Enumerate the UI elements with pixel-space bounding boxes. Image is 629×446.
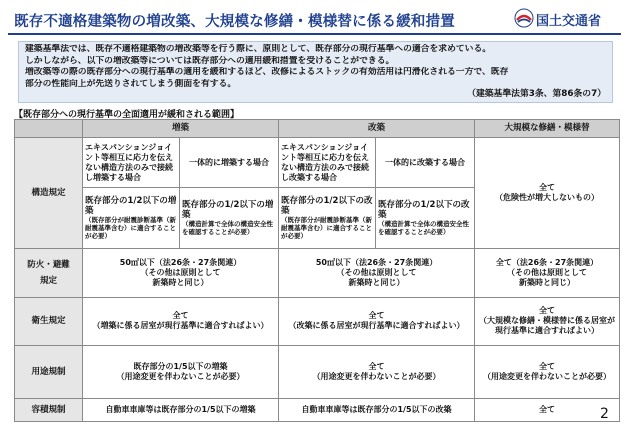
fire-label [15,249,83,297]
sanitary-label: 衛生規定 [15,297,83,345]
fire-large-repair: 全て（法26条・27条関連） （その他は原則として 新築時と同じ） [475,249,620,297]
logo-text: 国土交通省 [536,14,602,29]
structure-ext-calc-note: （構造計算で全体の構造安全性を確認することが必要） [182,220,273,237]
zoning-row [15,346,620,399]
zoning-large-repair: 全て （用途変更を伴わないことが必要） [475,346,620,399]
structure-ren-calc-main: 既存部分の1/2以下の改築 [378,200,470,221]
structure-ext-half-main: 既存部分の1/2以下の増築 [85,196,177,217]
structure-ren-calc-note: （構造計算で全体の構造安全性を確認することが必要） [378,220,470,237]
header-large-repair: 大規模な修繕・模様替 [475,120,620,138]
intro-line-4: 部分の性能向上が先送りされてしまう側面を有する。 [25,78,237,89]
structure-ren-integrated: 一体的に改築する場合 [376,137,475,188]
sanitary-extension: 全て （増築に係る居室が現行基準に適合すればよい） [83,297,279,345]
structure-large-note: （危険性が増大しないもの） [495,193,600,203]
fire-label-line-1: 防火・避難 [27,260,70,271]
structure-ren-half-note: （既存部分が耐震診断基準（新耐震基準含む）に適合することが必要） [281,216,373,241]
zoning-extension: 既存部分の1/5以下の増築 （用途変更を伴わないことが必要） [83,346,279,399]
intro-line-3: 増改築等の際の既存部分への現行基準の適用を緩和するほど、改修によるストックの有効活用は円滑化される一方で、既存 [25,67,509,78]
header-renovation: 改築 [279,120,475,138]
zoning-label: 用途規制 [15,346,83,399]
header-extension: 増築 [83,120,279,138]
structure-ext-half-calc [180,188,279,249]
title-divider [8,33,621,35]
structure-large-repair [475,137,620,249]
intro-line-2: しかしながら、以下の増改築等については既存部分への適用緩和措置を受けることができる。 [25,55,395,66]
relaxation-table [14,119,620,422]
structure-label: 構造規定 [15,137,83,249]
structure-ren-half-main: 既存部分の1/2以下の改築 [281,196,373,217]
structure-ren-half-calc [376,188,475,249]
page-number: 2 [600,406,609,422]
volume-row [15,398,620,421]
mlit-logo [514,6,624,32]
structure-row-top [15,137,620,188]
volume-renovation: 自動車車庫等は既存部分の1/5以下の改築 [279,398,475,421]
sanitary-renovation: 全て （改築に係る居室が現行基準に適合すればよい） [279,297,475,345]
structure-ren-half-diagnosis [279,188,376,249]
intro-line-1: 建築基準法では、既存不適格建築物の増改築等を行う際に、原則として、既存部分の現行基準への適合を求めている。 [25,44,492,54]
mlit-emblem-icon [514,8,534,28]
structure-ext-integrated: 一体的に増築する場合 [180,137,279,188]
structure-ext-half-note: （既存部分が耐震診断基準（新耐震基準含む）に適合することが必要） [85,216,176,241]
law-reference: （建築基準法第3条、第86条の7） [467,89,606,100]
page-title: 既存不適格建築物の増改築、大規模な修繕・模様替に係る緩和措置 [14,14,455,30]
table-header-row [15,120,620,138]
zoning-renovation: 全て （用途変更を伴わないことが必要） [279,346,475,399]
section-title: 【既存部分への現行基準の全面適用が緩和される範囲】 [14,110,240,120]
fire-label-line-2: 規定 [39,276,57,287]
volume-extension: 自動車車庫等は既存部分の1/5以下の増築 [83,398,279,421]
sanitary-row [15,297,620,345]
structure-ext-expansion: エキスパンションジョイント等相互に応力を伝えない構造方法のみで接続し増築する場合 [83,137,180,188]
fire-row [15,249,620,297]
corner-header [15,120,83,138]
structure-large-main: 全て [539,183,556,193]
intro-box [18,41,613,103]
volume-large-repair: 全て [475,398,620,421]
structure-ren-expansion: エキスパンションジョイント等相互に応力を伝えない構造方法のみで接続し改築する場合 [279,137,376,188]
fire-renovation: 50㎡以下（法26条・27条関連） （その他は原則として 新築時と同じ） [279,249,475,297]
fire-extension: 50㎡以下（法26条・27条関連） （その他は原則として 新築時と同じ） [83,249,279,297]
structure-ext-calc-main: 既存部分の1/2以下の増築 [182,200,274,221]
volume-label: 容積規制 [15,398,83,421]
sanitary-large-repair: 全て （大規模な修繕・模様替に係る居室が現行基準に適合すればよい） [475,297,620,345]
structure-ext-half-diagnosis [83,188,180,249]
